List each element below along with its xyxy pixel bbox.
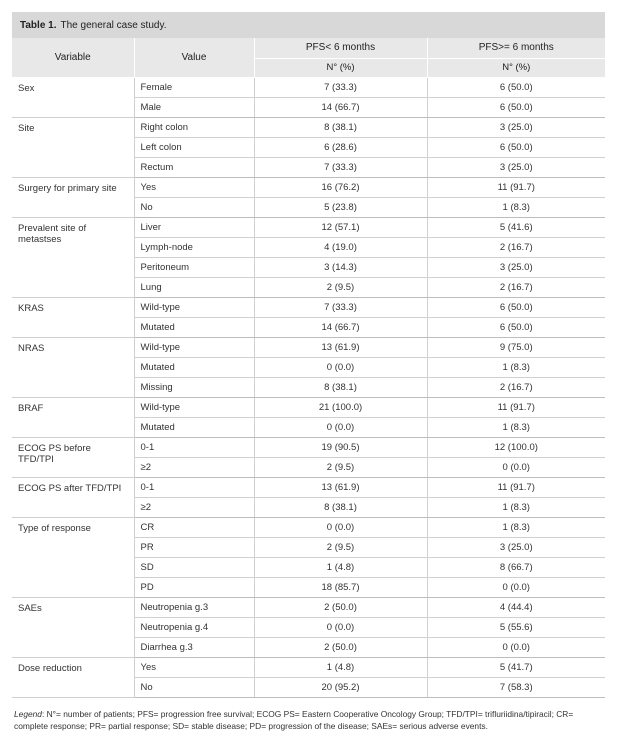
value-cell: Neutropenia g.4 — [134, 617, 254, 637]
table-row — [12, 337, 605, 357]
pfs-lt-6-cell: 7 (33.3) — [254, 77, 427, 97]
pfs-ge-6-cell: 1 (8.3) — [427, 497, 605, 517]
table-caption-text: The general case study. — [60, 19, 167, 31]
value-cell: Neutropenia g.3 — [134, 597, 254, 617]
pfs-ge-6-cell: 5 (41.6) — [427, 217, 605, 237]
table-row — [12, 437, 605, 457]
value-cell: SD — [134, 557, 254, 577]
case-study-table — [12, 38, 605, 698]
variable-cell: NRAS — [12, 337, 134, 397]
table-row — [12, 177, 605, 197]
table-row — [12, 77, 605, 97]
subheader-n-pct-1: N° (%) — [254, 58, 427, 77]
pfs-lt-6-cell: 12 (57.1) — [254, 217, 427, 237]
value-cell: ≥2 — [134, 497, 254, 517]
value-cell: Yes — [134, 657, 254, 677]
table-row — [12, 297, 605, 317]
pfs-ge-6-cell: 5 (41.7) — [427, 657, 605, 677]
pfs-lt-6-cell: 0 (0.0) — [254, 417, 427, 437]
pfs-ge-6-cell: 11 (91.7) — [427, 477, 605, 497]
value-cell: 0-1 — [134, 437, 254, 457]
pfs-lt-6-cell: 20 (95.2) — [254, 677, 427, 697]
pfs-ge-6-cell: 9 (75.0) — [427, 337, 605, 357]
table-row — [12, 657, 605, 677]
value-cell: Liver — [134, 217, 254, 237]
value-cell: Mutated — [134, 417, 254, 437]
pfs-lt-6-cell: 3 (14.3) — [254, 257, 427, 277]
pfs-lt-6-cell: 14 (66.7) — [254, 317, 427, 337]
value-cell: Wild-type — [134, 337, 254, 357]
table-row — [12, 217, 605, 237]
pfs-lt-6-cell: 0 (0.0) — [254, 617, 427, 637]
pfs-ge-6-cell: 12 (100.0) — [427, 437, 605, 457]
pfs-ge-6-cell: 2 (16.7) — [427, 237, 605, 257]
pfs-lt-6-cell: 21 (100.0) — [254, 397, 427, 417]
variable-cell: Prevalent site of metastses — [12, 217, 134, 297]
pfs-ge-6-cell: 6 (50.0) — [427, 77, 605, 97]
pfs-lt-6-cell: 4 (19.0) — [254, 237, 427, 257]
header-row — [12, 38, 605, 58]
pfs-ge-6-cell: 6 (50.0) — [427, 317, 605, 337]
pfs-lt-6-cell: 0 (0.0) — [254, 357, 427, 377]
value-cell: Wild-type — [134, 397, 254, 417]
pfs-ge-6-cell: 0 (0.0) — [427, 637, 605, 657]
value-cell: Missing — [134, 377, 254, 397]
pfs-ge-6-cell: 11 (91.7) — [427, 397, 605, 417]
value-cell: Mutated — [134, 357, 254, 377]
table-row — [12, 597, 605, 617]
pfs-ge-6-cell: 3 (25.0) — [427, 257, 605, 277]
pfs-lt-6-cell: 2 (9.5) — [254, 277, 427, 297]
pfs-ge-6-cell: 1 (8.3) — [427, 417, 605, 437]
variable-cell: Surgery for primary site — [12, 177, 134, 217]
header-pfs-lt-6: PFS< 6 months — [254, 38, 427, 58]
pfs-lt-6-cell: 2 (9.5) — [254, 457, 427, 477]
header-pfs-ge-6: PFS>= 6 months — [427, 38, 605, 58]
pfs-ge-6-cell: 4 (44.4) — [427, 597, 605, 617]
variable-cell: ECOG PS after TFD/TPI — [12, 477, 134, 517]
pfs-ge-6-cell: 8 (66.7) — [427, 557, 605, 577]
pfs-lt-6-cell: 18 (85.7) — [254, 577, 427, 597]
value-cell: Lymph-node — [134, 237, 254, 257]
variable-cell: Site — [12, 117, 134, 177]
header-variable: Variable — [12, 38, 134, 77]
pfs-lt-6-cell: 6 (28.6) — [254, 137, 427, 157]
table-row — [12, 117, 605, 137]
pfs-ge-6-cell: 1 (8.3) — [427, 357, 605, 377]
table-caption-label: Table 1. — [20, 19, 57, 31]
value-cell: Peritoneum — [134, 257, 254, 277]
variable-cell: KRAS — [12, 297, 134, 337]
pfs-lt-6-cell: 1 (4.8) — [254, 557, 427, 577]
pfs-lt-6-cell: 5 (23.8) — [254, 197, 427, 217]
pfs-lt-6-cell: 2 (9.5) — [254, 537, 427, 557]
pfs-lt-6-cell: 7 (33.3) — [254, 157, 427, 177]
pfs-ge-6-cell: 6 (50.0) — [427, 297, 605, 317]
value-cell: Rectum — [134, 157, 254, 177]
value-cell: Lung — [134, 277, 254, 297]
pfs-lt-6-cell: 13 (61.9) — [254, 477, 427, 497]
value-cell: Male — [134, 97, 254, 117]
table-body — [12, 77, 605, 697]
value-cell: PR — [134, 537, 254, 557]
value-cell: Yes — [134, 177, 254, 197]
pfs-ge-6-cell: 6 (50.0) — [427, 137, 605, 157]
pfs-ge-6-cell: 0 (0.0) — [427, 457, 605, 477]
pfs-lt-6-cell: 8 (38.1) — [254, 377, 427, 397]
pfs-lt-6-cell: 14 (66.7) — [254, 97, 427, 117]
table-container — [12, 12, 605, 732]
value-cell: Diarrhea g.3 — [134, 637, 254, 657]
pfs-ge-6-cell: 1 (8.3) — [427, 197, 605, 217]
variable-cell: BRAF — [12, 397, 134, 437]
table-legend — [12, 708, 605, 732]
table-row — [12, 517, 605, 537]
pfs-lt-6-cell: 8 (38.1) — [254, 497, 427, 517]
value-cell: Left colon — [134, 137, 254, 157]
value-cell: PD — [134, 577, 254, 597]
value-cell: Female — [134, 77, 254, 97]
pfs-lt-6-cell: 16 (76.2) — [254, 177, 427, 197]
value-cell: No — [134, 197, 254, 217]
value-cell: Wild-type — [134, 297, 254, 317]
pfs-ge-6-cell: 6 (50.0) — [427, 97, 605, 117]
pfs-ge-6-cell: 5 (55.6) — [427, 617, 605, 637]
value-cell: ≥2 — [134, 457, 254, 477]
pfs-lt-6-cell: 8 (38.1) — [254, 117, 427, 137]
pfs-ge-6-cell: 0 (0.0) — [427, 577, 605, 597]
pfs-lt-6-cell: 13 (61.9) — [254, 337, 427, 357]
legend-text: : N°= number of patients; PFS= progression free survival; ECOG PS= Eastern Cooperative Oncology Group; TFD/TPI= trifluriidina/tipiracil; CR= complete response; PR= partial response; SD= stable disease; PD= progression of the disease; SAEs= serious adverse events. — [14, 708, 574, 731]
pfs-ge-6-cell: 3 (25.0) — [427, 117, 605, 137]
header-value: Value — [134, 38, 254, 77]
variable-cell: Type of response — [12, 517, 134, 597]
pfs-ge-6-cell: 2 (16.7) — [427, 377, 605, 397]
value-cell: No — [134, 677, 254, 697]
pfs-ge-6-cell: 11 (91.7) — [427, 177, 605, 197]
pfs-ge-6-cell: 7 (58.3) — [427, 677, 605, 697]
value-cell: Right colon — [134, 117, 254, 137]
variable-cell: Sex — [12, 77, 134, 117]
value-cell: Mutated — [134, 317, 254, 337]
table-row — [12, 477, 605, 497]
pfs-ge-6-cell: 3 (25.0) — [427, 537, 605, 557]
pfs-lt-6-cell: 2 (50.0) — [254, 637, 427, 657]
pfs-ge-6-cell: 3 (25.0) — [427, 157, 605, 177]
pfs-lt-6-cell: 2 (50.0) — [254, 597, 427, 617]
pfs-ge-6-cell: 2 (16.7) — [427, 277, 605, 297]
value-cell: 0-1 — [134, 477, 254, 497]
pfs-lt-6-cell: 1 (4.8) — [254, 657, 427, 677]
table-row — [12, 397, 605, 417]
variable-cell: SAEs — [12, 597, 134, 657]
legend-label: Legend — [14, 708, 42, 719]
pfs-ge-6-cell: 1 (8.3) — [427, 517, 605, 537]
subheader-n-pct-2: N° (%) — [427, 58, 605, 77]
pfs-lt-6-cell: 19 (90.5) — [254, 437, 427, 457]
value-cell: CR — [134, 517, 254, 537]
variable-cell: ECOG PS before TFD/TPI — [12, 437, 134, 477]
variable-cell: Dose reduction — [12, 657, 134, 697]
table-caption — [12, 12, 605, 38]
pfs-lt-6-cell: 0 (0.0) — [254, 517, 427, 537]
pfs-lt-6-cell: 7 (33.3) — [254, 297, 427, 317]
